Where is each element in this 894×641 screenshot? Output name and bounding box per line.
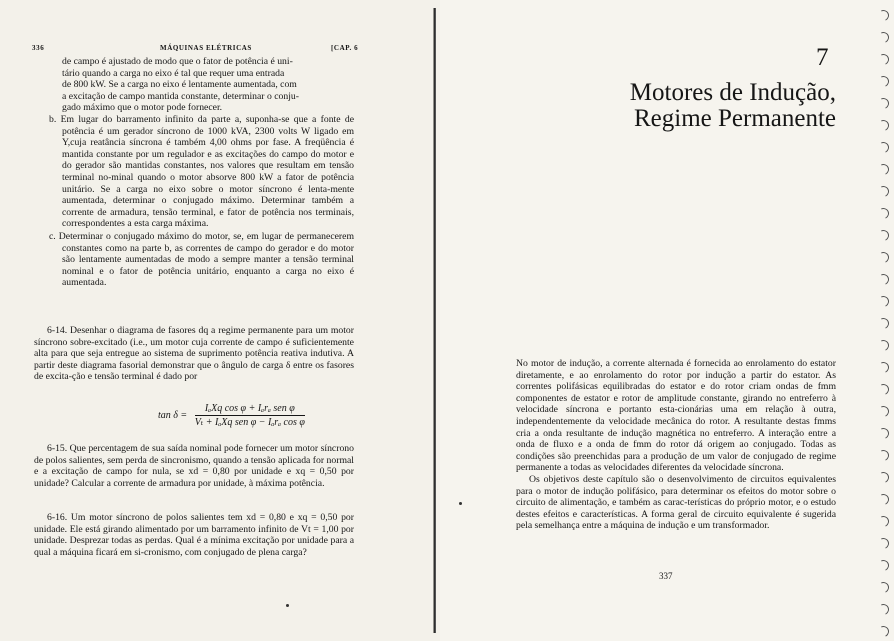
problem-text: 6-16. Um motor síncrono de polos salientes tem xd = 0,80 e xq = 0,50 por unidade. Ele está girando alimentado por um barramento infinito de Vt = 1,00 por unidade. Desprezar todas as perdas. Qual é a mínima excitação por unidade para a qual a máquina ficará em si-cronismo, com conjugado de plena carga? <box>34 512 354 558</box>
binding-ring <box>876 404 890 418</box>
text-line: a excitação de campo mantida constante, determinar o conju- <box>62 90 299 102</box>
binding-ring <box>876 514 890 528</box>
equation-lhs: tan δ = <box>158 409 188 421</box>
chapter-number: 7 <box>816 44 829 71</box>
binding-ring <box>876 360 890 374</box>
binding-ring <box>876 294 890 308</box>
problem-text: 6-15. Que percentagem de sua saída nominal pode fornecer um motor síncrono de polos salientes, sem perda de sincronismo, quando a tensão aplicada for normal e a excitação de campo for nula, se xd = 0,80 por unidade e xq = 0,50 por unidade? Calcular a corrente de armadura por unidade, à máxima potência. <box>34 443 354 489</box>
problem-6-15 <box>34 443 354 489</box>
binding-ring <box>876 558 890 572</box>
chapter-tag: [CAP. 6 <box>331 44 359 52</box>
chapter-title <box>600 80 836 132</box>
text-line: de campo é ajustado de modo que o fator de potência é uni- <box>62 56 293 67</box>
binding-ring <box>876 74 890 88</box>
binding-ring <box>876 206 890 220</box>
binding-ring <box>876 470 890 484</box>
exercise-item-c: c. Determinar o conjugado máximo do motor, se, em lugar de permanecerem constantes como na parte b, as correntes de campo do gerador e do motor são lentamente aumentadas de modo a sempre manter a tensão terminal nominal e o fator de potência unitário, enquanto a carga no eixo é aumentada. <box>49 230 354 289</box>
problem-text: 6-14. Desenhar o diagrama de fasores dq a regime permanente para um motor síncrono sobre-excitado (i.e., um motor cuja corrente de campo é suficientemente alta para que seja entregue ao sistema de suprimento potência reativa indutiva. A partir deste diagrama fasorial demonstrar que o ângulo de carga δ entre os fasores de excita-ção e tensão terminal é dado por <box>34 325 354 383</box>
left-page-number: 336 <box>32 44 45 52</box>
binding-ring <box>876 536 890 550</box>
binding-ring <box>876 184 890 198</box>
binding-ring <box>876 624 890 638</box>
continued-exercise-text <box>62 56 354 114</box>
binding-ring <box>876 492 890 506</box>
spiral-binding <box>872 0 894 641</box>
exercise-item-b: b. Em lugar do barramento infinito da parte a, suponha-se que a fonte de potência é um gerador síncrono de 1000 kVA, 2300 volts W ligado em Y,cuja reatância síncrona é também 4,00 ohms por fase. A freqüência é mantida constante por um regulador e as excitações do campo do motor e do gerador são mantidas constantes, nos valores que resultam em tensão terminal no-minal quando o motor absorve 800 kW a fator de potência unitário. Se a carga no eixo sobre o motor síncrono é lenta-mente aumentada, determinar o conjugado máximo. Determinar também a corrente de armadura, tensão terminal, e fator de potência nos terminais, correspondentes a esta carga máxima. <box>49 114 354 230</box>
binding-ring <box>876 118 890 132</box>
binding-ring <box>876 382 890 396</box>
text-line: tário quando a carga no eixo é tal que requer uma entrada <box>62 67 285 79</box>
chapter-title-line: Regime Permanente <box>633 105 836 132</box>
binding-ring <box>876 426 890 440</box>
binding-ring <box>876 8 890 22</box>
right-page-number: 337 <box>659 571 673 581</box>
equation-tan-delta <box>158 403 305 428</box>
binding-ring <box>876 448 890 462</box>
equation-numerator: IₐXq cos φ + Iₐrₐ sen φ <box>195 403 305 416</box>
equation-denominator: Vₜ + IₐXq sen φ − Iₐrₐ cos φ <box>194 417 305 428</box>
problem-6-14 <box>34 325 354 383</box>
problem-6-16 <box>34 512 354 558</box>
binding-ring <box>876 162 890 176</box>
left-page <box>0 0 440 641</box>
exercise-items <box>49 114 354 289</box>
binding-ring <box>876 30 890 44</box>
binding-ring <box>876 338 890 352</box>
binding-ring <box>876 96 890 110</box>
intro-paragraph: No motor de indução, a corrente alternada é fornecida ao enrolamento do estator diretamente, e ao enrolamento do rotor por indução a partir do estator. As correntes polifásicas equilibradas do estator e do rotor criam ondas de fmm componentes de estator e rotor de amplitude constante, girando no entreferro à velocidade síncrona e portanto esta-cionárias uma em relação à outra, independentemente da velocidade mecânica do rotor. A resultante destas fmms cria a onda resultante de indução magnética no entreferro. A interação entre a onda de fluxo e a onda de fmm do rotor dá origem ao conjugado. Todas as condições são preenchidas para a produção de um valor de conjugado de regime permanente a todas as velocidades diferentes da velocidade síncrona. <box>516 358 836 474</box>
objectives-paragraph: Os objetivos deste capítulo são o desenvolvimento de circuitos equivalentes para o motor de indução polifásico, para determinar os efeitos do motor sobre o circuito de alimentação, e também as carac-terísticas do próprio motor, e o estudo destes efeitos e características. A forma geral de circuito equivalente é sugerida pela semelhança entre a máquina de indução e um transformador. <box>516 473 836 532</box>
equation-fraction <box>195 403 305 428</box>
text-line: gado máximo que o motor pode fornecer. <box>62 102 223 114</box>
binding-ring <box>876 272 890 286</box>
book-gutter <box>433 8 436 633</box>
binding-ring <box>876 228 890 242</box>
chapter-intro <box>516 358 836 532</box>
scan-speck <box>286 604 289 607</box>
running-head: MÁQUINAS ELÉTRICAS <box>160 44 252 52</box>
binding-ring <box>876 140 890 154</box>
chapter-title-line: Motores de Indução, <box>629 79 836 106</box>
binding-ring <box>876 316 890 330</box>
binding-ring <box>876 580 890 594</box>
binding-ring <box>876 52 890 66</box>
text-line: de 800 kW. Se a carga no eixo é lentamente aumentada, com <box>62 79 297 91</box>
scan-speck <box>459 502 462 505</box>
binding-ring <box>876 250 890 264</box>
binding-ring <box>876 602 890 616</box>
